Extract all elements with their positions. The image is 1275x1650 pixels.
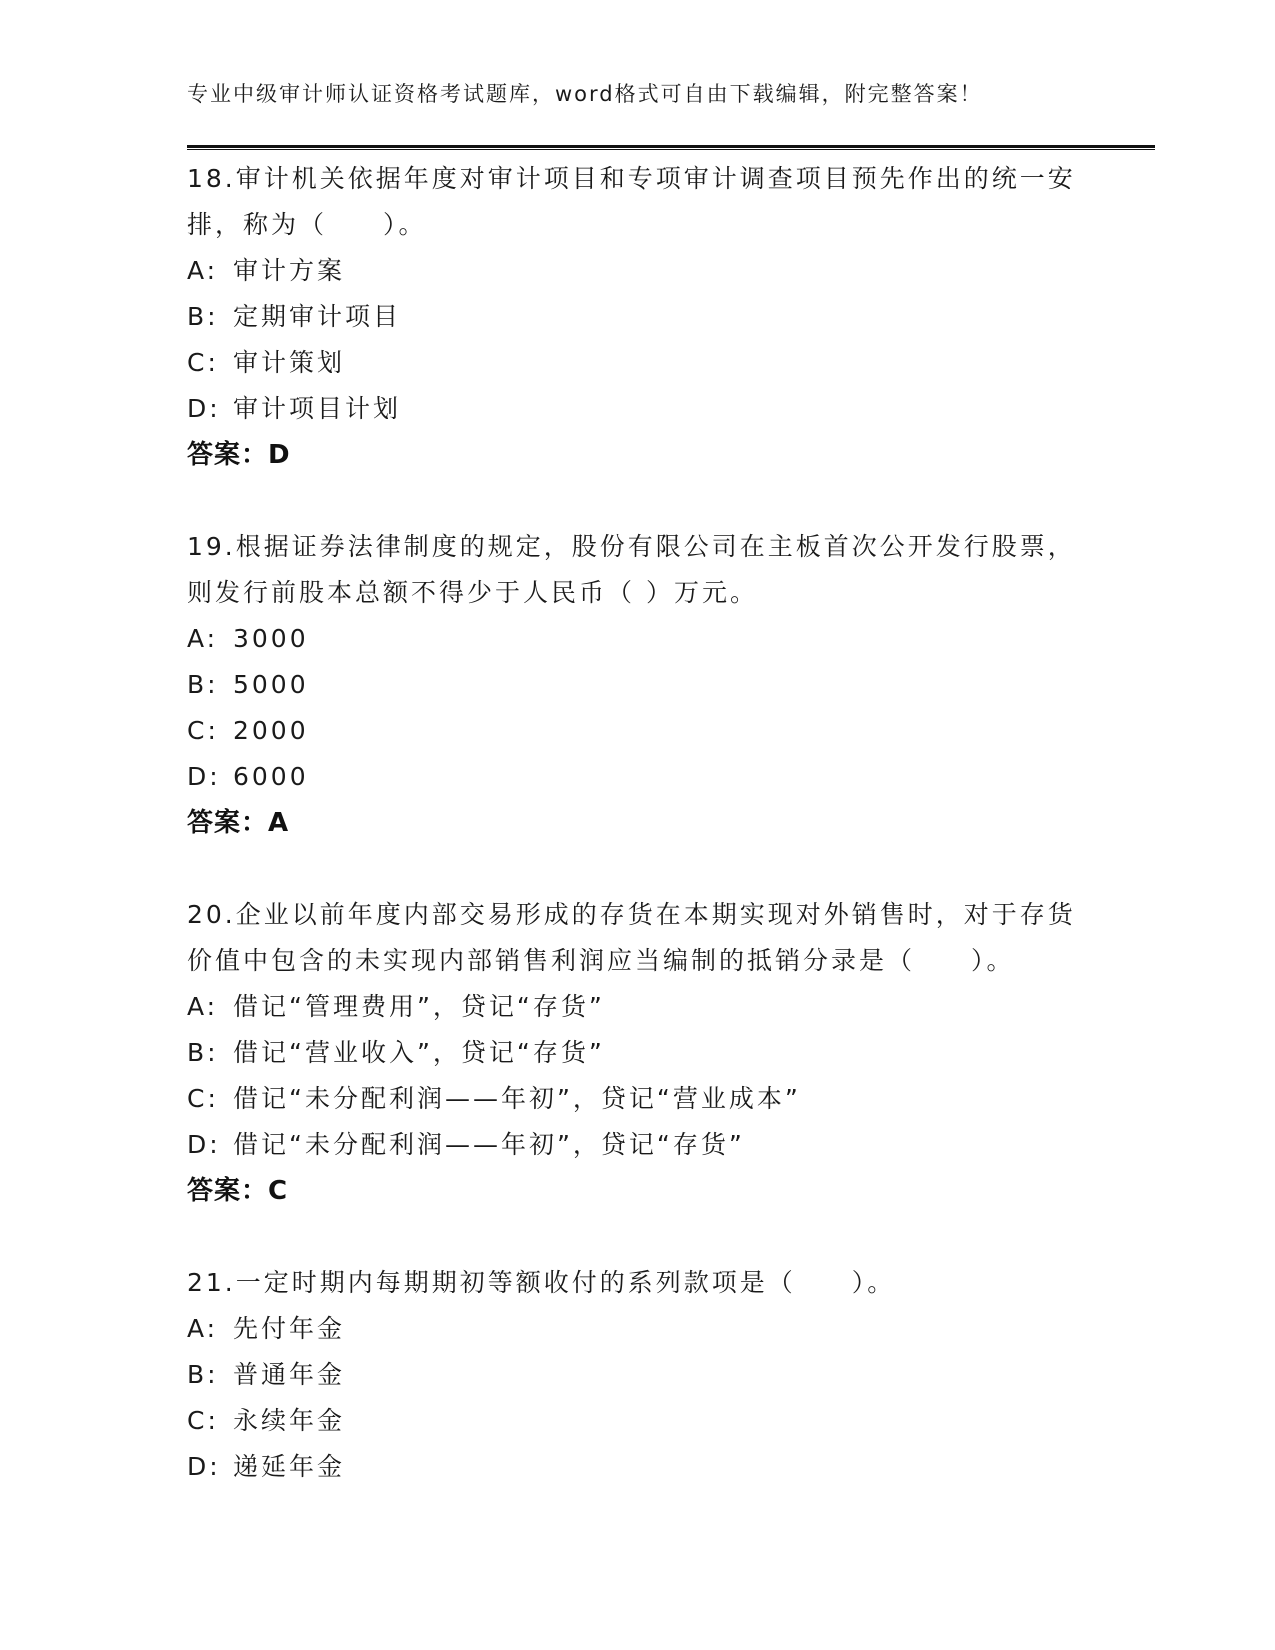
- option-text: 借记“管理费用”，贷记“存货”: [233, 992, 605, 1021]
- option-letter: B:: [187, 1360, 219, 1389]
- option-text: 定期审计项目: [233, 302, 402, 331]
- option-text: 借记“未分配利润——年初”，贷记“营业成本”: [233, 1084, 801, 1113]
- question-21: [187, 1260, 1087, 1490]
- option-text: 审计项目计划: [233, 394, 402, 423]
- option-text: 永续年金: [233, 1406, 346, 1435]
- answer-label: 答案：D: [187, 440, 291, 470]
- option-c: [187, 708, 1087, 754]
- page-header: 专业中级审计师认证资格考试题库，word格式可自由下载编辑，附完整答案！: [187, 82, 983, 106]
- option-a: [187, 616, 1087, 662]
- question-text: 21.一定时期内每期期初等额收付的系列款项是（ ）。: [187, 1268, 896, 1297]
- option-letter: B:: [187, 302, 219, 331]
- option-text: 审计方案: [233, 256, 346, 285]
- option-letter: B:: [187, 670, 219, 699]
- option-a: [187, 248, 1087, 294]
- option-text: 普通年金: [233, 1360, 346, 1389]
- option-letter: C:: [187, 1084, 219, 1113]
- option-text: 审计策划: [233, 348, 346, 377]
- question-text: 20.企业以前年度内部交易形成的存货在本期实现对外销售时，对于存货价值中包含的未实现内部销售利润应当编制的抵销分录是（ ）。: [187, 900, 1076, 975]
- question-20: [187, 892, 1087, 1214]
- option-b: [187, 662, 1087, 708]
- option-d: [187, 754, 1087, 800]
- option-letter: A:: [187, 256, 219, 285]
- option-letter: C:: [187, 348, 219, 377]
- question-18: [187, 156, 1087, 478]
- option-d: [187, 1122, 1087, 1168]
- option-letter: A:: [187, 1314, 219, 1343]
- option-text: 先付年金: [233, 1314, 346, 1343]
- option-text: 借记“未分配利润——年初”，贷记“存货”: [233, 1130, 745, 1159]
- option-letter: D:: [187, 762, 221, 791]
- option-letter: D:: [187, 394, 221, 423]
- option-d: [187, 1444, 1087, 1490]
- option-text: 6000: [233, 762, 309, 791]
- option-d: [187, 386, 1087, 432]
- option-letter: C:: [187, 716, 219, 745]
- option-letter: D:: [187, 1452, 221, 1481]
- option-text: 递延年金: [233, 1452, 346, 1481]
- header-divider: [187, 145, 1155, 150]
- option-text: 5000: [233, 670, 309, 699]
- option-b: [187, 1030, 1087, 1076]
- question-list: [187, 156, 1087, 1536]
- option-c: [187, 1398, 1087, 1444]
- option-a: [187, 984, 1087, 1030]
- option-b: [187, 294, 1087, 340]
- answer-label: 答案：C: [187, 1176, 289, 1206]
- option-text: 2000: [233, 716, 309, 745]
- option-letter: B:: [187, 1038, 219, 1067]
- option-a: [187, 1306, 1087, 1352]
- answer-label: 答案：A: [187, 808, 290, 838]
- option-letter: A:: [187, 992, 219, 1021]
- option-c: [187, 340, 1087, 386]
- question-text: 19.根据证券法律制度的规定，股份有限公司在主板首次公开发行股票，则发行前股本总额不得少于人民币（ ）万元。: [187, 532, 1076, 607]
- option-letter: A:: [187, 624, 219, 653]
- option-letter: D:: [187, 1130, 221, 1159]
- option-c: [187, 1076, 1087, 1122]
- option-text: 3000: [233, 624, 309, 653]
- option-letter: C:: [187, 1406, 219, 1435]
- question-19: [187, 524, 1087, 846]
- option-b: [187, 1352, 1087, 1398]
- question-text: 18.审计机关依据年度对审计项目和专项审计调查项目预先作出的统一安排，称为（ ）。: [187, 164, 1076, 239]
- option-text: 借记“营业收入”，贷记“存货”: [233, 1038, 605, 1067]
